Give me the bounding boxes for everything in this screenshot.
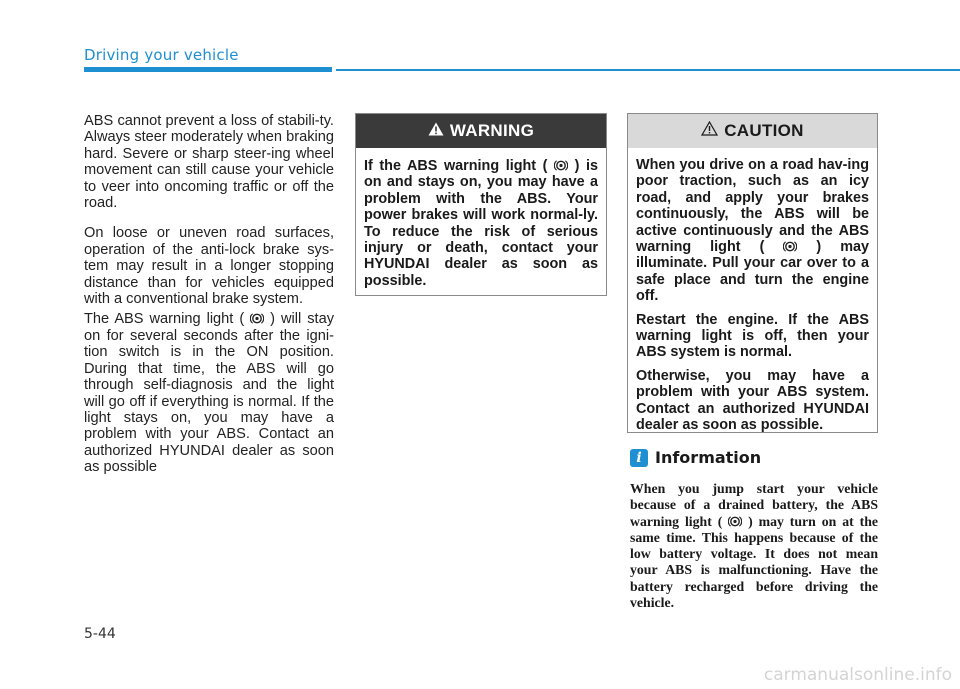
warning-header: [356, 114, 606, 148]
information-header: [630, 448, 761, 467]
header-rule-thick: [84, 67, 332, 72]
information-text-part: ) may turn on at the same time. This happens because of the low battery voltage. It does not mean your ABS is malfunctioning. Have the battery recharged before driving the vehicle.: [630, 513, 879, 611]
information-text-part: When you jump start your vehicle because of a drained battery, the ABS warning light (: [630, 481, 878, 529]
caution-triangle-icon: [701, 121, 718, 141]
warning-text-part: ) is on and stays on, you may have a problem with the ABS. Your power brakes will work normal-ly. To reduce the risk of serious injury or death, contact your HYUNDAI dealer as soon as possible.: [364, 158, 599, 289]
caution-paragraph-3: Otherwise, you may have a problem with your ABS system. Contact an authorized HYUNDAI dealer as soon as possible.: [636, 367, 869, 434]
page-number: 5-44: [84, 626, 116, 642]
abs-warning-light-icon: [250, 312, 264, 325]
information-text: [630, 481, 878, 611]
header-rule-thin: [336, 69, 960, 71]
warning-body: [356, 148, 606, 289]
caution-paragraph-2: Restart the engine. If the ABS warning light is off, then your ABS system is normal.: [636, 311, 869, 361]
warning-text-part: If the ABS warning light (: [364, 158, 548, 174]
caution-title: CAUTION: [724, 121, 804, 140]
paragraph-abs-stability: ABS cannot prevent a loss of stabili-ty. Always steer moderately when braking hard. Severe or sharp steer-ing wheel movement can still cause your vehicle to veer into oncoming traffic or off the road.: [84, 113, 334, 212]
caution-box: [627, 113, 878, 433]
warning-triangle-icon: [428, 121, 444, 141]
paragraph-text-part: ) will stay on for several seconds after the igni-tion switch is in the ON position. During that time, the ABS will go through self-diagnosis and the light will go off if everything is normal. If the light stays on, you may have a problem with your ABS. Contact an authorized HYUNDAI dealer as soon as possible: [84, 311, 334, 476]
paragraph-abs-warning-light: [84, 311, 334, 475]
caution-header: [628, 114, 877, 148]
abs-warning-light-icon: [783, 240, 797, 253]
caution-body: [628, 148, 877, 434]
caution-text-part: When you drive on a road hav-ing poor traction, such as an icy road, and apply your brakes continuously, the ABS will be active continuously and the ABS warning light (: [636, 157, 869, 256]
paragraph-loose-surfaces: On loose or uneven road surfaces, operation of the anti-lock brake sys-tem may result in a longer stopping distance than for vehicles equipped with a conventional brake system.: [84, 225, 334, 308]
abs-warning-light-icon: [728, 515, 742, 528]
abs-warning-light-icon: [554, 159, 568, 172]
warning-title: WARNING: [449, 121, 535, 140]
caution-text-part: ) may illuminate. Pull your car over to a safe place and turn the engine off.: [636, 239, 869, 305]
watermark: carmanualsonline.info: [763, 665, 952, 685]
warning-text: [364, 158, 598, 289]
main-text-column: [84, 113, 334, 490]
warning-box: [355, 113, 607, 296]
section-title: Driving your vehicle: [84, 46, 239, 64]
info-icon: i: [630, 449, 648, 467]
paragraph-text-part: The ABS warning light (: [84, 311, 245, 328]
caution-paragraph-1: [636, 157, 869, 305]
information-title: Information: [655, 448, 762, 467]
